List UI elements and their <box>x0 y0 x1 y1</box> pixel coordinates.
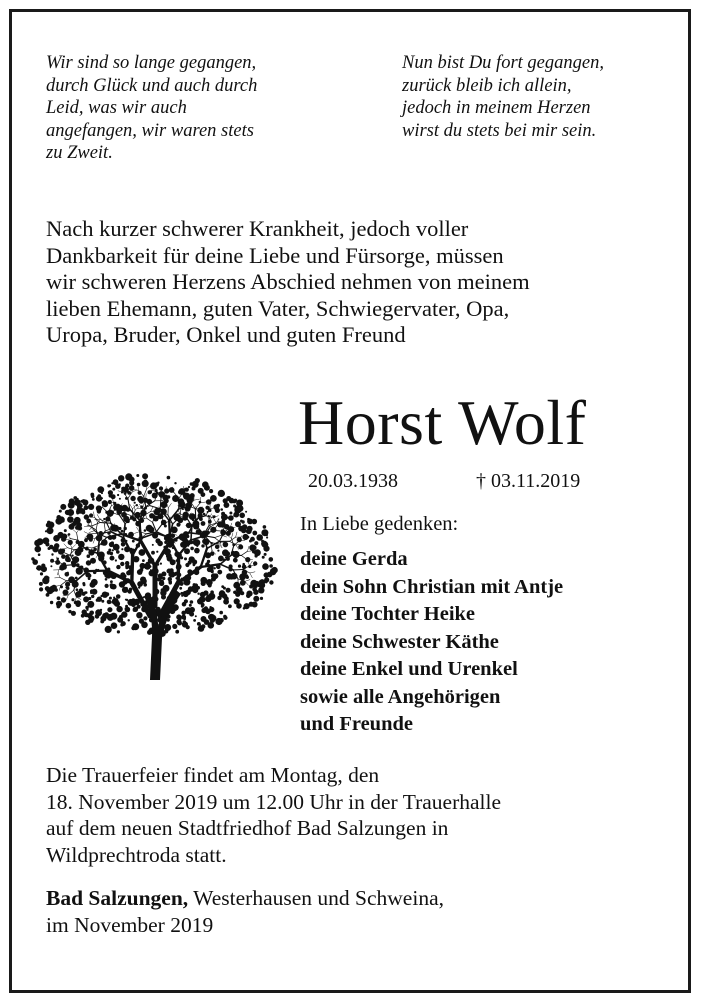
place-line <box>46 885 444 912</box>
intro-line: Nach kurzer schwerer Krankheit, jedoch voller <box>46 216 469 241</box>
place-town: Bad Salzungen, <box>46 886 189 910</box>
death-date: † 03.11.2019 <box>476 470 581 492</box>
poem-line: zurück bleib ich allein, <box>402 75 572 96</box>
mourner-name: sowie alle Angehörigen <box>300 685 501 708</box>
place-rest: Westerhausen und Schweina, <box>188 886 444 910</box>
mourner-name: deine Schwester Käthe <box>300 630 499 653</box>
mourner-name: dein Sohn Christian mit Antje <box>300 575 564 598</box>
intro-line: lieben Ehemann, guten Vater, Schwiegervater, Opa, <box>46 295 510 321</box>
ceremony-line: Die Trauerfeier findet am Montag, den <box>46 763 380 787</box>
intro-line: Dankbarkeit für deine Liebe und Fürsorge, müssen <box>46 242 504 268</box>
poem-line: jedoch in meinem Herzen <box>402 98 591 118</box>
poem-line: angefangen, wir waren stets <box>46 120 254 141</box>
poem-right <box>402 52 682 142</box>
birth-date: 20.03.1938 <box>308 470 398 492</box>
poem-left <box>46 52 346 165</box>
ceremony-text <box>46 762 501 868</box>
poem-line: Leid, was wir auch <box>46 98 187 118</box>
mourner-name: deine Tochter Heike <box>300 603 476 625</box>
mourner-name: deine Enkel und Urenkel <box>300 658 518 680</box>
deceased-name: Horst Wolf <box>298 387 587 458</box>
mourners-list <box>300 546 563 739</box>
place-and-date <box>46 885 444 938</box>
poem-line: Nun bist Du fort gegangen, <box>402 53 604 73</box>
ceremony-line: Wildprechtroda statt. <box>46 842 227 867</box>
mourning-label: In Liebe gedenken: <box>300 513 459 535</box>
poem-line: zu Zweit. <box>46 143 113 163</box>
poem-line: durch Glück und auch durch <box>46 75 258 96</box>
mourner-name: deine Gerda <box>300 548 408 570</box>
poem-line: Wir sind so lange gegangen, <box>46 53 257 73</box>
poem-line: wirst du stets bei mir sein. <box>402 120 597 141</box>
ceremony-line: 18. November 2019 um 12.00 Uhr in der Trauerhalle <box>46 789 502 814</box>
intro-text <box>46 216 530 349</box>
tree-icon <box>26 466 282 680</box>
ceremony-line: auf dem neuen Stadtfriedhof Bad Salzungen in <box>46 816 449 840</box>
intro-line: wir schweren Herzens Abschied nehmen von meinem <box>46 269 530 294</box>
notice-date: im November 2019 <box>46 912 214 937</box>
intro-line: Uropa, Bruder, Onkel und guten Freund <box>46 322 406 347</box>
mourner-name: und Freunde <box>300 713 413 735</box>
